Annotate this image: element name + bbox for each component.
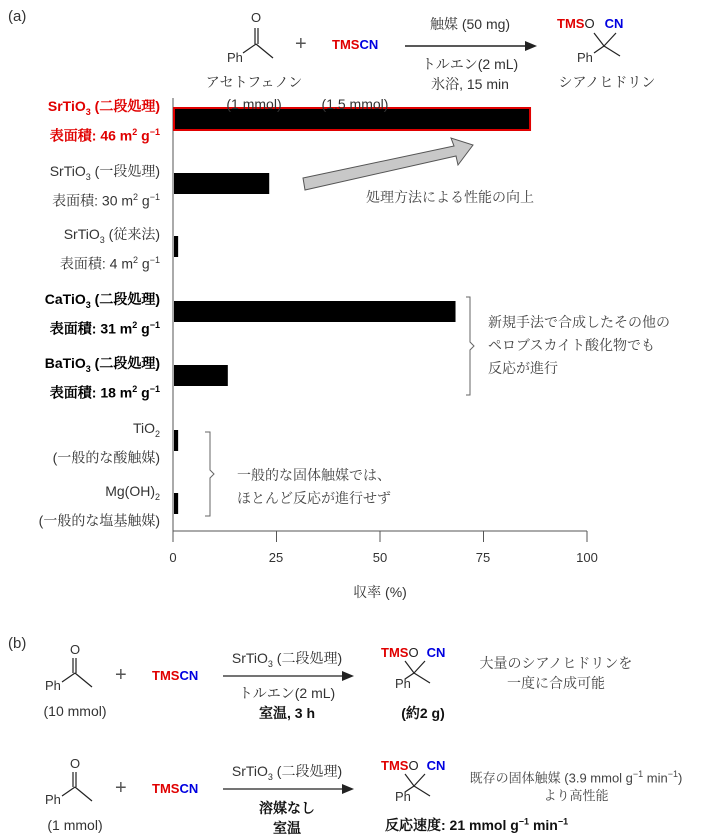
superscript: 2 — [132, 383, 138, 394]
treatment: (一段処理) — [90, 163, 160, 179]
unit: g — [137, 384, 150, 401]
cn-text: CN — [604, 16, 624, 31]
unit: g — [138, 255, 150, 272]
superscript: 2 — [133, 191, 139, 202]
formula: SrTiO — [63, 226, 100, 242]
arrow-head-icon — [525, 41, 537, 51]
unit: g — [137, 127, 150, 144]
cn-text: CN — [179, 781, 199, 796]
reactant-amount: (1 mmol) — [226, 96, 282, 112]
product-name: シアノヒドリン — [558, 74, 656, 90]
category-label — [60, 224, 160, 273]
surface-area: 表面積: 4 m — [59, 255, 134, 272]
x-tick-label: 25 — [268, 550, 284, 565]
reactant-name: アセトフェノン — [205, 74, 303, 90]
phenyl-label: Ph — [395, 789, 411, 804]
bar-1 — [174, 173, 269, 194]
x-tick-label: 0 — [169, 550, 177, 565]
perovskite-note-3: 反応が進行 — [488, 360, 558, 376]
oxygen-atom: O — [251, 10, 262, 25]
phenyl-label: Ph — [395, 676, 411, 691]
plus-sign: + — [115, 664, 127, 686]
formula: CaTiO — [44, 291, 86, 307]
superscript: −1 — [149, 319, 160, 330]
general-note-2: ほとんど反応が進行せず — [237, 490, 391, 506]
cn-text: CN — [426, 758, 446, 773]
cn-text: CN — [179, 668, 199, 683]
tms-text: TMS — [152, 781, 180, 796]
surface-area: 表面積: 46 m — [49, 127, 133, 144]
superscript: 2 — [133, 254, 139, 265]
phenyl-label: Ph — [45, 792, 61, 807]
condition-catalyst: 触媒 (50 mg) — [429, 16, 511, 32]
condition-solvent: トルエン(2 mL) — [238, 685, 336, 701]
cn-text: CN — [359, 37, 379, 52]
surface-area: (一般的な塩基触媒) — [38, 512, 160, 529]
formula-subscript: 2 — [154, 428, 160, 439]
rate-label: 反応速度: 21 mmol $g^{-1}$ $\min^{-1}$ — [385, 816, 569, 833]
bar-4 — [174, 365, 228, 386]
tms-text: TMS — [381, 645, 409, 660]
formula-subscript: 3 — [85, 171, 91, 182]
formula: TiO — [132, 420, 155, 436]
condition-temp: 室温, 3 h — [258, 705, 316, 721]
formula-subscript: 3 — [85, 106, 91, 117]
improvement-arrow-icon — [303, 138, 473, 190]
perovskite-note-2: ペロブスカイト酸化物でも — [488, 337, 656, 353]
reactant-amount: (1 mmol) — [47, 817, 103, 833]
formula: SrTiO — [49, 163, 86, 179]
superscript: 2 — [132, 126, 138, 137]
formula-subscript: 2 — [154, 491, 160, 502]
category-label — [48, 96, 160, 145]
formula-subscript: 3 — [85, 299, 91, 310]
acetophenone-structure — [243, 28, 273, 58]
phenyl-label: Ph — [45, 678, 61, 693]
perovskite-note-1: 新規手法で合成したその他の — [488, 314, 670, 330]
oxygen-atom: O — [584, 16, 595, 31]
bar-6 — [174, 493, 178, 514]
unit: g — [137, 320, 150, 337]
condition-temp: 室温 — [273, 820, 301, 836]
superscript: 2 — [132, 319, 138, 330]
oxygen-atom: O — [70, 756, 81, 771]
cyanohydrin-structure — [594, 33, 620, 56]
tms-text: TMS — [152, 668, 180, 683]
superscript: −1 — [149, 254, 160, 265]
tmscn-amount: (1.5 mmol) — [321, 96, 389, 112]
phenyl-label: Ph — [577, 50, 593, 65]
tms-text: TMS — [557, 16, 585, 31]
surface-area: 表面積: 18 m — [49, 384, 133, 401]
superscript: −1 — [149, 191, 160, 202]
oxygen-atom: O — [408, 645, 419, 660]
tms-text: TMS — [381, 758, 409, 773]
surface-area: 表面積: 30 m — [52, 192, 134, 209]
reactant-amount: (10 mmol) — [43, 703, 107, 719]
oxygen-atom: O — [70, 642, 81, 657]
formula: Mg(OH) — [105, 483, 155, 499]
category-label — [39, 481, 160, 530]
improvement-note: 処理方法による性能の向上 — [366, 189, 534, 205]
category-label — [45, 289, 160, 338]
treatment: (従来法) — [104, 226, 160, 242]
catalyst-label: SrTiO$_3$ (二段処理) — [231, 650, 343, 669]
treatment: (二段処理) — [90, 355, 160, 371]
condition-solvent: トルエン(2 mL) — [421, 56, 519, 72]
cn-text: CN — [426, 645, 446, 660]
unit: g — [138, 192, 150, 209]
treatment: (二段処理) — [90, 98, 160, 114]
panel-a-label: (a) — [8, 8, 27, 25]
condition-temp: 氷浴, 15 min — [431, 76, 509, 92]
x-tick-label: 75 — [475, 550, 491, 565]
formula: SrTiO — [47, 98, 86, 114]
catalyst-label: SrTiO$_3$ (二段処理) — [231, 763, 343, 782]
scale-note-2: 一度に合成可能 — [507, 675, 605, 691]
scale-note-1: 大量のシアノヒドリンを — [479, 655, 633, 671]
perovskite-bracket — [466, 297, 474, 395]
superscript: −1 — [149, 126, 160, 137]
general-catalyst-bracket — [205, 432, 214, 516]
rate-note-1: 既存の固体触媒 (3.9 mmol $g^{-1}$ $\min^{-1}$) — [469, 769, 683, 786]
tms-text: TMS — [332, 37, 360, 52]
arrow-head-icon — [342, 671, 354, 681]
formula-subscript: 3 — [99, 234, 105, 245]
bar-3 — [174, 301, 456, 322]
panel-b-label: (b) — [8, 635, 27, 652]
yield-label: (約2 g) — [401, 705, 445, 721]
x-tick-label: 50 — [372, 550, 388, 565]
rate-note-2: より高性能 — [543, 788, 609, 803]
arrow-head-icon — [342, 784, 354, 794]
category-label — [45, 353, 160, 402]
oxygen-atom: O — [408, 758, 419, 773]
plus-sign: + — [295, 33, 307, 55]
category-label — [50, 161, 160, 210]
plus-sign: + — [115, 777, 127, 799]
phenyl-label: Ph — [227, 50, 243, 65]
surface-area: 表面積: 31 m — [49, 320, 133, 337]
bar-2 — [174, 236, 178, 257]
category-label — [53, 418, 160, 467]
formula: BaTiO — [44, 355, 86, 371]
treatment: (二段処理) — [90, 291, 160, 307]
x-tick-label: 100 — [576, 550, 598, 565]
superscript: −1 — [149, 383, 160, 394]
formula-subscript: 3 — [85, 363, 91, 374]
condition-solvent: 溶媒なし — [259, 800, 315, 816]
surface-area: (一般的な酸触媒) — [52, 449, 160, 466]
x-axis-title: 収率 (%) — [353, 584, 407, 600]
general-note-1: 一般的な固体触媒では、 — [237, 467, 391, 483]
bar-5 — [174, 430, 178, 451]
